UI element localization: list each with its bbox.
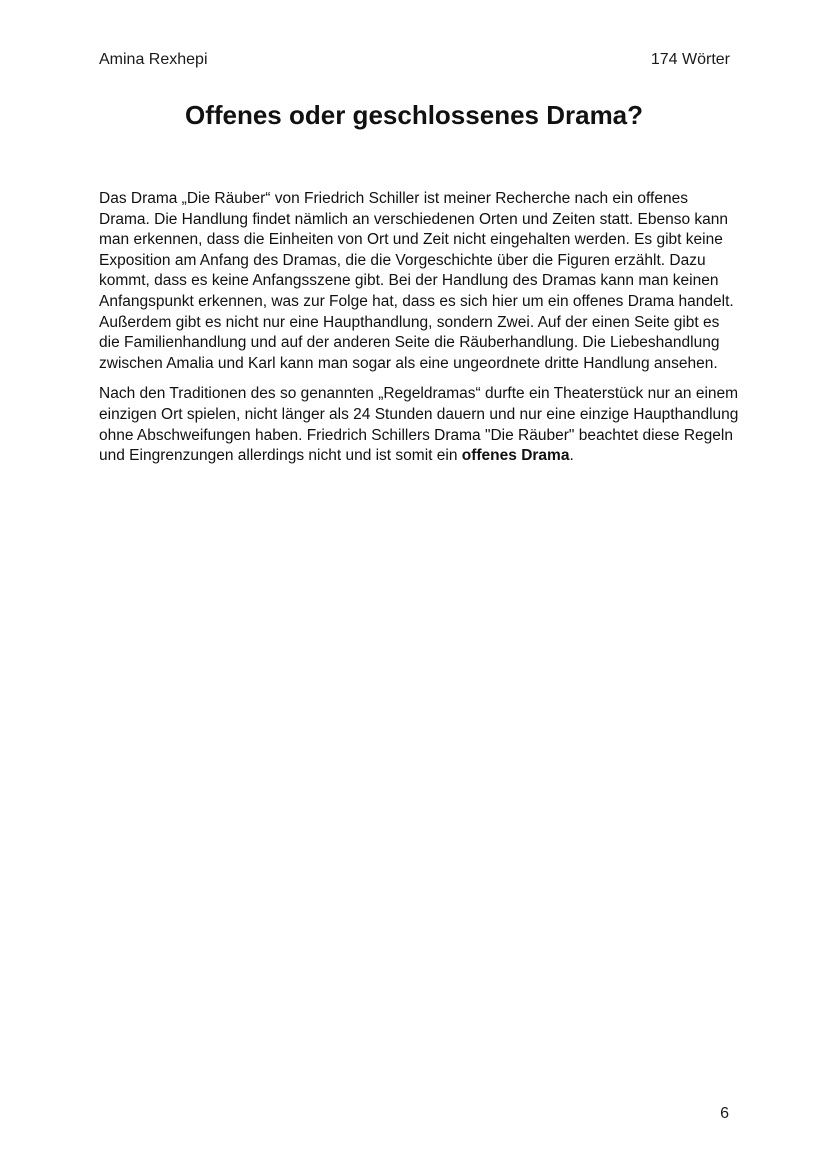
conclusion-bold-term: offenes Drama: [461, 447, 570, 465]
page-number: 6: [720, 1105, 729, 1122]
paragraph-2-text: Nach den Traditionen des so genannten „Regeldramas“ durfte ein Theaterstück nur an einem einzigen Ort spielen, nicht länger als 24 Stunden dauern und nur eine einzige Haupthandlung ohne Abschweifungen haben. Friedrich Schillers Drama "Die Räuber" beachtet diese Regeln und Eingrenzungen allerdings nicht und ist somit ein: [99, 385, 739, 465]
paragraph-1: Das Drama „Die Räuber“ von Friedrich Schiller ist meiner Recherche nach ein offenes Drama. Die Handlung findet nämlich an verschiedenen Orten und Zeiten statt. Ebenso kann man erkennen, dass die Einheiten von Ort und Zeit nicht eingehalten werden. Es gibt keine Exposition am Anfang des Dramas, die die Vorgeschichte über die Figuren erzählt. Dazu kommt, dass es keine Anfangsszene gibt. Bei der Handlung des Dramas kann man keinen Anfangspunkt erkennen, was zur Folge hat, dass es sich hier um ein offenes Drama handelt. Außerdem gibt es nicht nur eine Haupthandlung, sondern Zwei. Auf der einen Seite gibt es die Familienhandlung und auf der anderen Seite die Räuberhandlung. Die Liebeshandlung zwischen Amalia und Karl kann man sogar als eine ungeordnete dritte Handlung ansehen.: [99, 190, 734, 372]
paragraph-2: [99, 384, 739, 466]
header-author: Amina Rexhepi: [99, 51, 208, 68]
conclusion-period: .: [569, 447, 574, 465]
document-body: [99, 189, 739, 477]
document-title: Offenes oder geschlossenes Drama?: [184, 100, 644, 130]
header-word-count: 174 Wörter: [650, 51, 730, 68]
